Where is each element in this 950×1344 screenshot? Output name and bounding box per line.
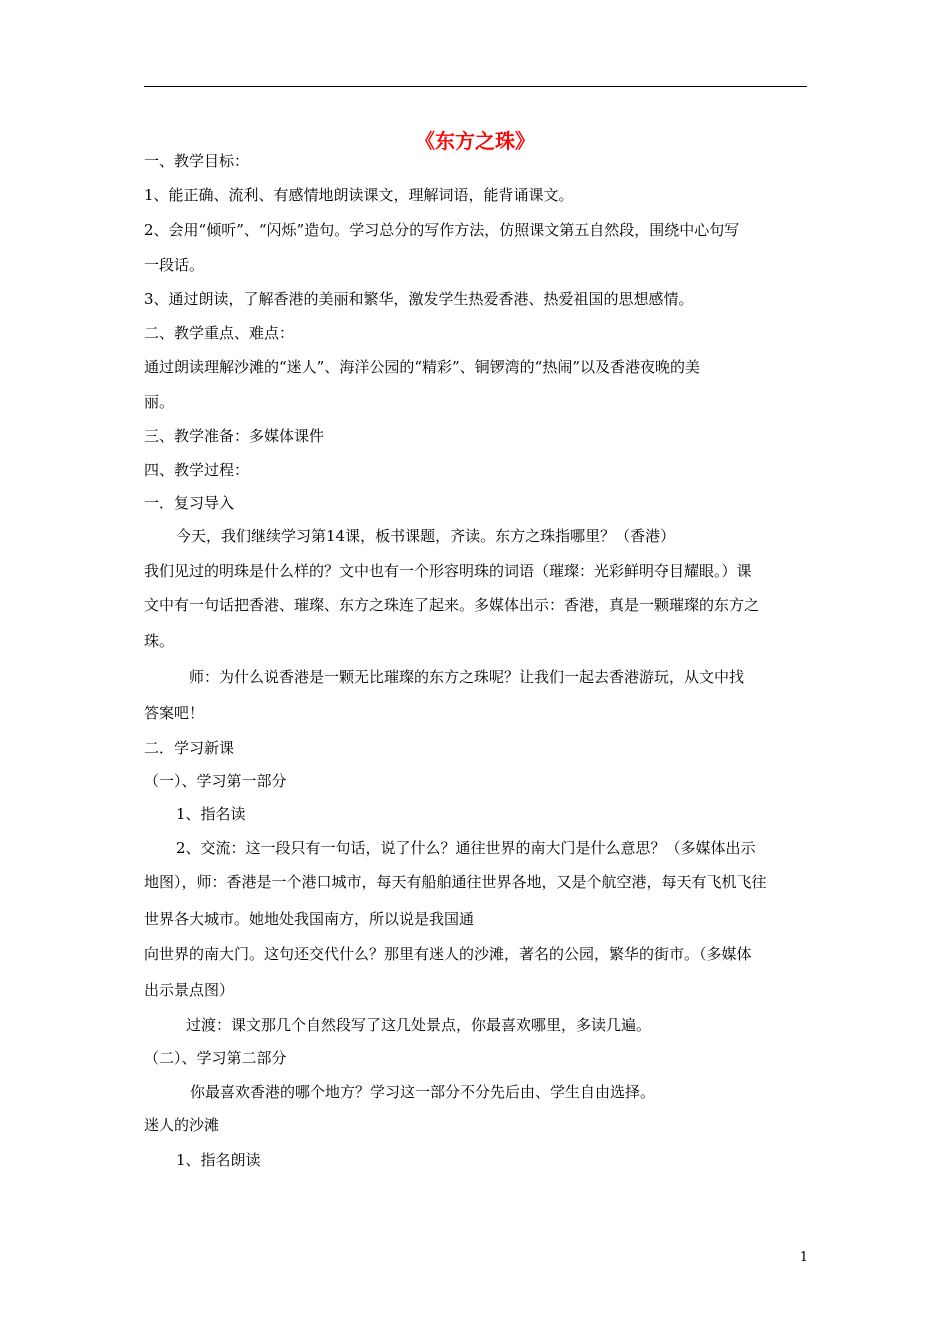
text-line: 地图），师：香港是一个港口城市，每天有船舶通往世界各地，又是个航空港，每天有飞机飞往: [144, 873, 767, 891]
text-line: 迷人的沙滩: [144, 1116, 220, 1134]
text-line: 过渡：课文那几个自然段写了这几处景点，你最喜欢哪里，多读几遍。: [186, 1016, 652, 1034]
text-line: 珠。: [144, 632, 175, 650]
text-line: 向世界的南大门。这句还交代什么？那里有迷人的沙滩，著名的公园，繁华的街市。（多媒体: [144, 945, 752, 963]
text-line: 丽。: [144, 393, 175, 411]
text-line: （二）、学习第二部分: [144, 1049, 287, 1067]
text-line: 今天，我们继续学习第14课，板书课题，齐读。东方之珠指哪里？（香港）: [176, 527, 676, 545]
text-line: 通过朗读理解沙滩的“迷人”、海洋公园的“精彩”、铜锣湾的“热闹”以及香港夜晚的美: [144, 358, 701, 376]
header-rule: [144, 86, 807, 87]
text-line: 你最喜欢香港的哪个地方？学习这一部分不分先后由、学生自由选择。: [190, 1083, 656, 1101]
text-line: 1、指名朗读: [176, 1151, 261, 1169]
text-line: 师：为什么说香港是一颗无比璀璨的东方之珠呢？让我们一起去香港游玩，从文中找: [189, 668, 745, 686]
text-line: 我们见过的明珠是什么样的？文中也有一个形容明珠的词语（璀璨：光彩鲜明夺目耀眼。）课: [144, 562, 752, 580]
text-line: 世界各大城市。她地处我国南方，所以说是我国通: [144, 910, 475, 928]
text-line: 2、会用“倾听”、“闪烁”造句。学习总分的写作方法，仿照课文第五自然段，围绕中心句写: [144, 221, 740, 239]
text-line: 文中有一句话把香港、璀璨、东方之珠连了起来。多媒体出示：香港，真是一颗璀璨的东方之: [144, 596, 760, 614]
document-title: 《东方之珠》: [415, 129, 535, 153]
text-line: 二、教学重点、难点：: [144, 324, 295, 342]
text-line: 2、交流：这一段只有一句话，说了什么？通往世界的南大门是什么意思？（多媒体出示: [176, 839, 756, 857]
text-line: 四、教学过程：: [144, 461, 250, 479]
text-line: 一段话。: [144, 256, 205, 274]
text-line: 出示景点图）: [144, 981, 235, 999]
text-line: 1、能正确、流利、有感情地朗读课文，理解词语，能背诵课文。: [144, 186, 574, 204]
text-line: 三、教学准备：多媒体课件: [144, 427, 325, 445]
text-line: 一、教学目标：: [144, 152, 250, 170]
page-number: 1: [799, 1250, 808, 1265]
text-line: 3、通过朗读，了解香港的美丽和繁华，激发学生热爱香港、热爱祖国的思想感情。: [144, 290, 694, 308]
text-line: 一．复习导入: [144, 494, 235, 512]
text-line: 答案吧！: [144, 704, 205, 722]
text-line: （一）、学习第一部分: [144, 772, 287, 790]
text-line: 1、指名读: [176, 805, 246, 823]
text-line: 二．学习新课: [144, 739, 235, 757]
